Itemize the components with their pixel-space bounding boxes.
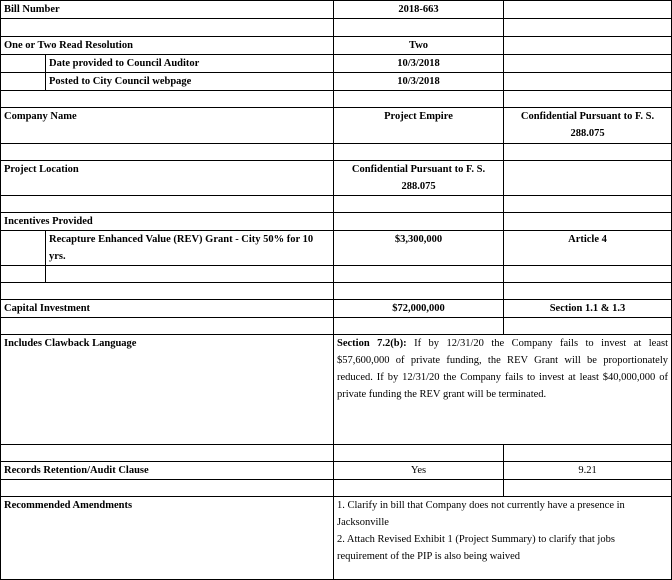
records-label: Records Retention/Audit Clause: [1, 462, 334, 480]
capital-label: Capital Investment: [1, 300, 334, 318]
location-value: Confidential Pursuant to F. S. 288.075: [334, 161, 504, 196]
reading-label: One or Two Read Resolution: [1, 37, 334, 55]
company-label: Company Name: [1, 108, 334, 144]
records-ref: 9.21: [504, 462, 672, 480]
clawback-text: [334, 335, 672, 445]
records-value: Yes: [334, 462, 504, 480]
spacer-row: [1, 283, 672, 300]
webpage-row: [1, 73, 672, 91]
rev-grant-amount: $3,300,000: [334, 231, 504, 266]
clawback-section: Section 7.2(b):: [337, 338, 407, 349]
location-label: Project Location: [1, 161, 334, 196]
webpage-date: 10/3/2018: [334, 73, 504, 91]
company-value: Project Empire: [334, 108, 504, 144]
webpage-label: Posted to City Council webpage: [46, 73, 334, 91]
spacer-row: [1, 480, 672, 497]
bill-number-label: Bill Number: [1, 1, 334, 19]
empty-cell: [504, 1, 672, 19]
rev-grant-row: [1, 231, 672, 266]
incentives-row: [1, 213, 672, 231]
reading-row: [1, 37, 672, 55]
clawback-label: Includes Clawback Language: [1, 335, 334, 445]
capital-row: [1, 300, 672, 318]
spacer-row: [1, 318, 672, 335]
spacer-row: [1, 196, 672, 213]
spacer-row: [1, 144, 672, 161]
spacer-row: [1, 91, 672, 108]
bill-number-row: [1, 1, 672, 19]
location-row: [1, 161, 672, 196]
clawback-body: If by 12/31/20 the Company fails to invest at least $57,600,000 of private funding, the REV Grant will be proportionately reduced. If by 12/31/20 the Company fails to invest at least $40,000,000 of private funding the REV grant will be terminated.: [337, 338, 668, 400]
amendment-item: 1. Clarify in bill that Company does not currently have a presence in Jacksonville: [337, 500, 625, 528]
capital-amount: $72,000,000: [334, 300, 504, 318]
spacer-row: [1, 266, 672, 283]
bill-number-value: 2018-663: [334, 1, 504, 19]
rev-grant-ref: Article 4: [504, 231, 672, 266]
auditor-row: [1, 55, 672, 73]
auditor-date: 10/3/2018: [334, 55, 504, 73]
clawback-row: [1, 335, 672, 445]
records-row: [1, 462, 672, 480]
rev-grant-label: Recapture Enhanced Value (REV) Grant - City 50% for 10 yrs.: [46, 231, 334, 266]
spacer-row: [1, 445, 672, 462]
company-row: [1, 108, 672, 144]
incentives-label: Incentives Provided: [1, 213, 334, 231]
auditor-label: Date provided to Council Auditor: [46, 55, 334, 73]
capital-ref: Section 1.1 & 1.3: [504, 300, 672, 318]
amendments-label: Recommended Amendments: [1, 497, 334, 580]
amendment-item: 2. Attach Revised Exhibit 1 (Project Summary) to clarify that jobs requirement of the PIP is also being waived: [337, 534, 615, 562]
company-note: Confidential Pursuant to F. S. 288.075: [504, 108, 672, 144]
reading-value: Two: [334, 37, 504, 55]
amendments-row: [1, 497, 672, 580]
spacer-row: [1, 19, 672, 37]
amendments-list: [334, 497, 672, 580]
